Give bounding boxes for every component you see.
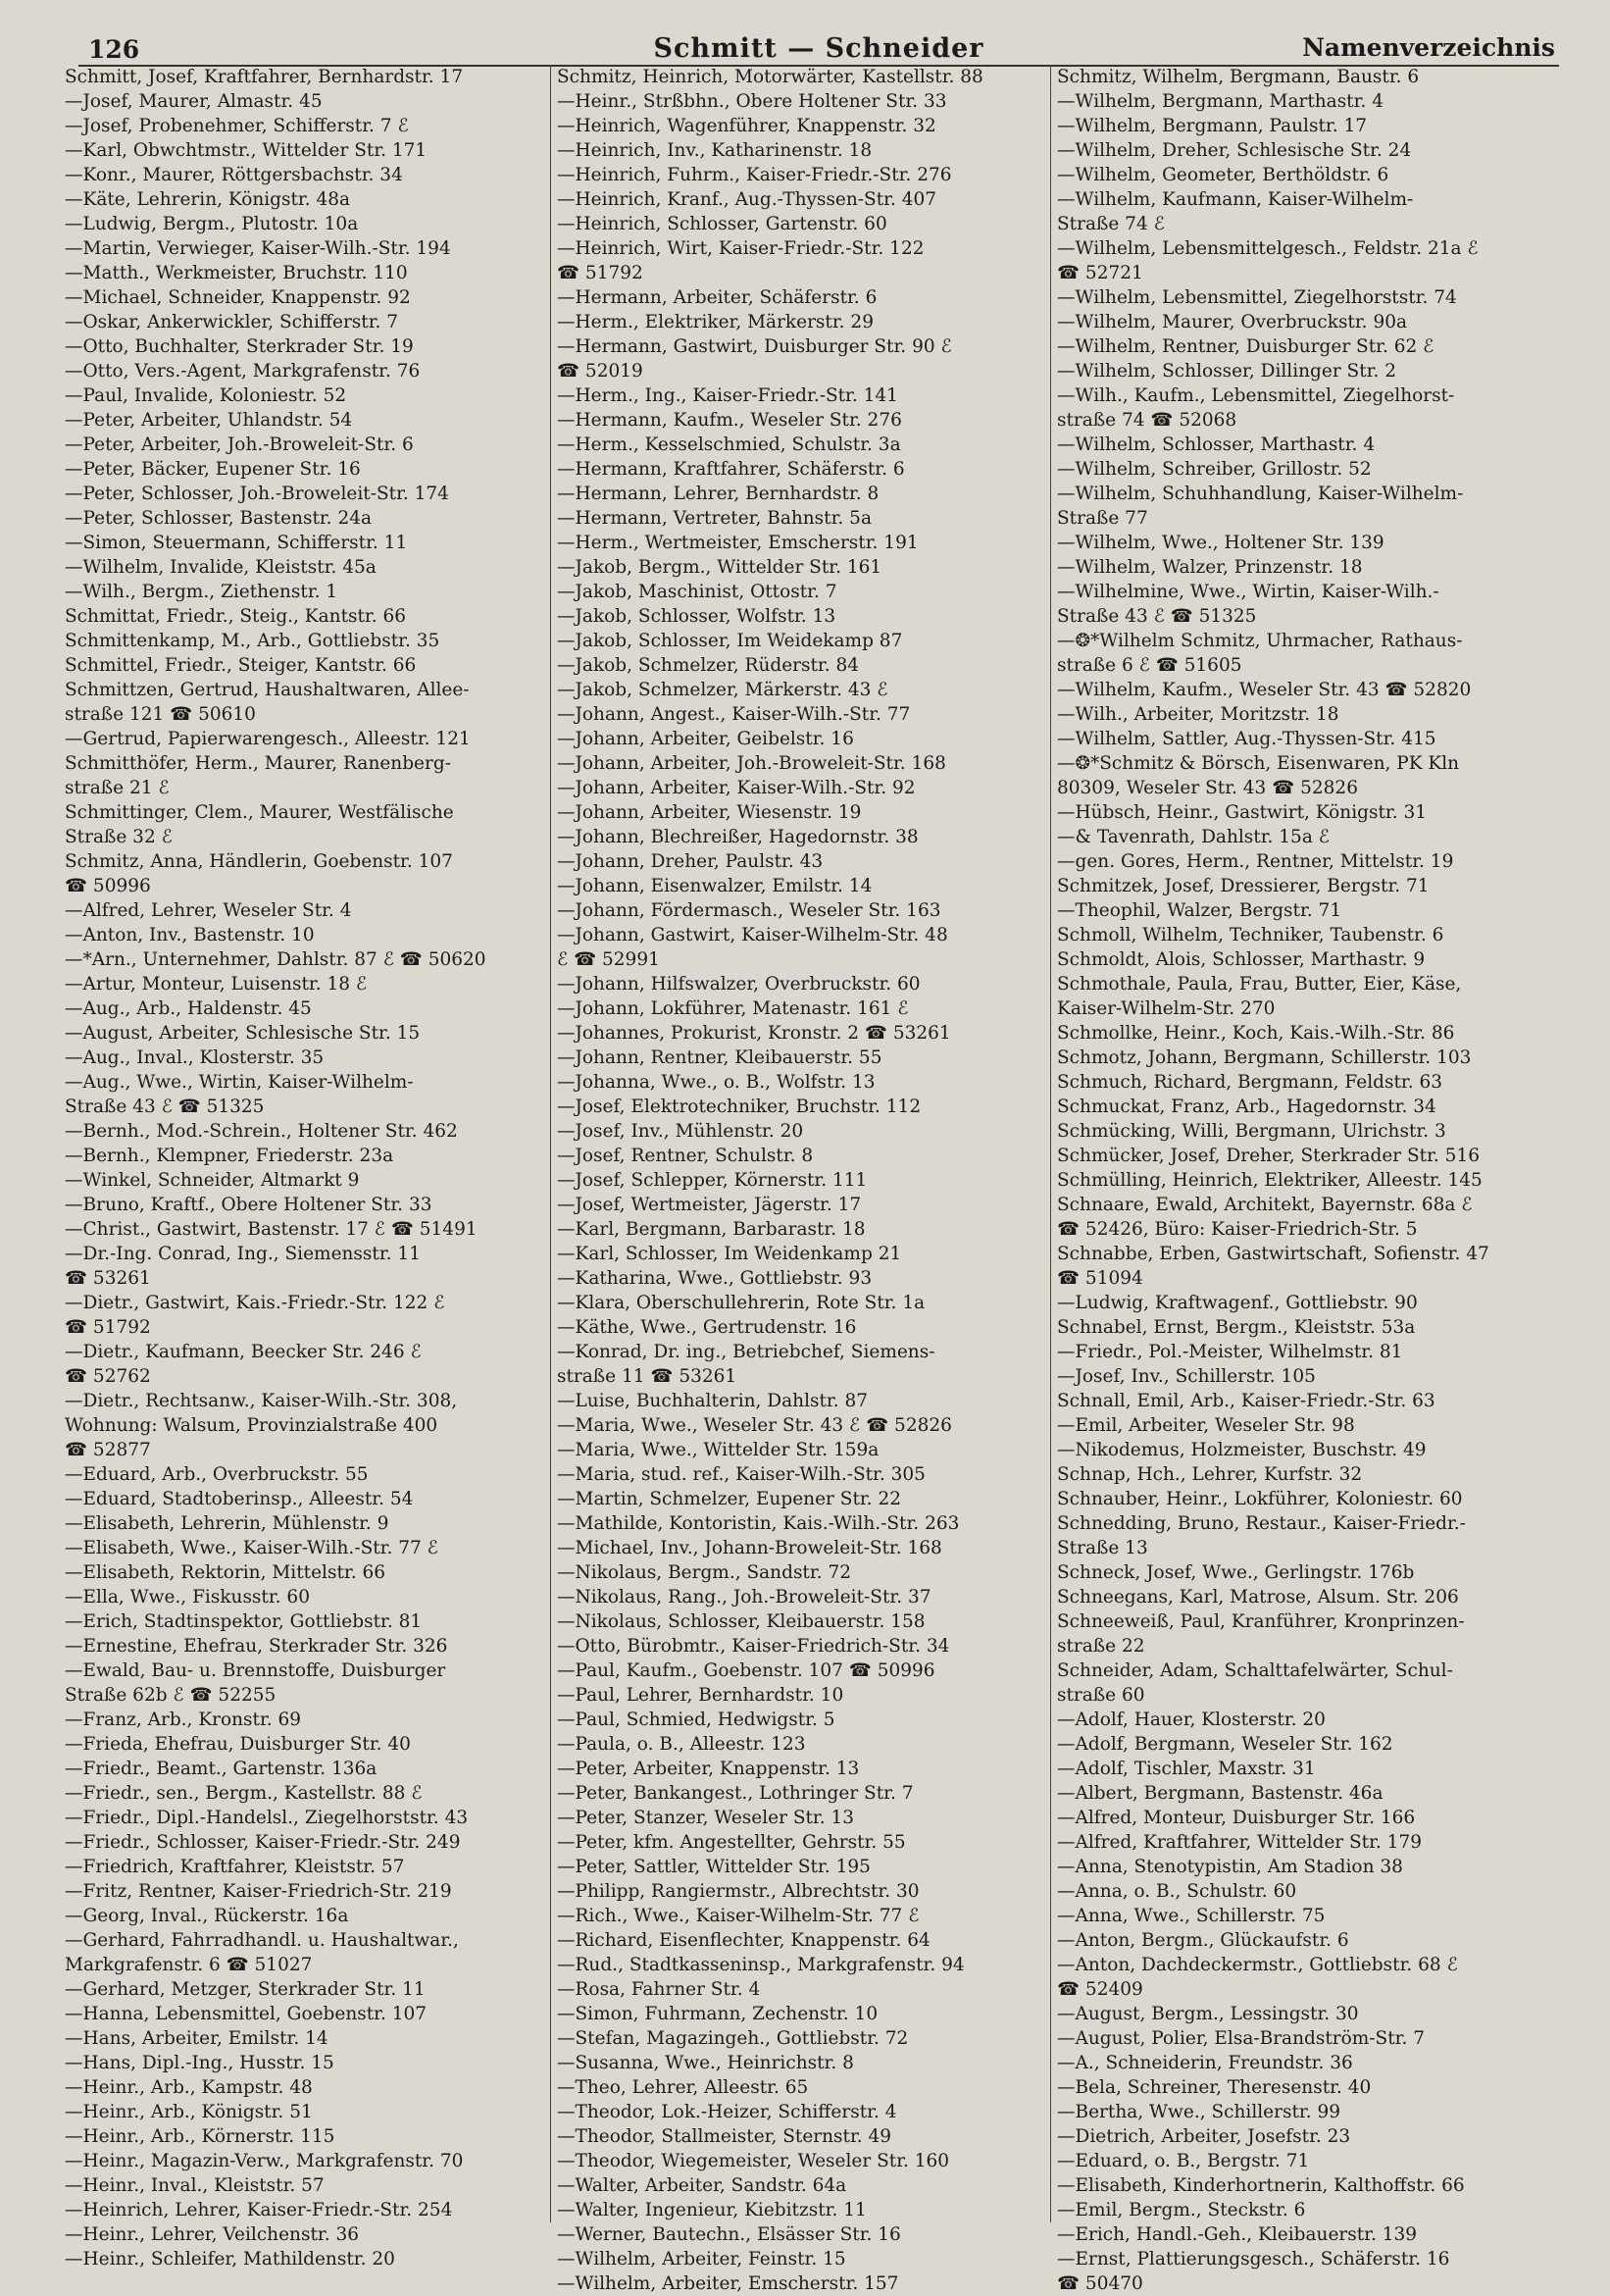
directory-entry: —Alfred, Lehrer, Weseler Str. 4 — [65, 900, 352, 921]
directory-entry: —Peter, kfm. Angestellter, Gehrstr. 55 — [557, 1832, 906, 1853]
directory-entry: —Johann, Fördermasch., Weseler Str. 163 — [557, 900, 941, 921]
directory-entry: —Wilhelm, Schlosser, Dillinger Str. 2 — [1057, 361, 1396, 382]
directory-entry: Kaiser-Wilhelm-Str. 270 — [1057, 998, 1276, 1019]
directory-entry: —Franz, Arb., Kronstr. 69 — [65, 1709, 302, 1730]
directory-entry: —Elisabeth, Rektorin, Mittelstr. 66 — [65, 1562, 385, 1583]
directory-entry: —Rich., Wwe., Kaiser-Wilhelm-Str. 77 ℰ — [557, 1906, 920, 1926]
directory-entry: —Herm., Ing., Kaiser-Friedr.-Str. 141 — [557, 385, 898, 406]
directory-entry: ☎ 52762 — [65, 1366, 151, 1387]
directory-entry: —Bruno, Kraftf., Obere Holtener Str. 33 — [65, 1195, 432, 1215]
directory-entry: Schnap, Hch., Lehrer, Kurfstr. 32 — [1057, 1464, 1363, 1485]
directory-entry: —Aug., Wwe., Wirtin, Kaiser-Wilhelm- — [65, 1072, 414, 1093]
directory-entry: —Katharina, Wwe., Gottliebstr. 93 — [557, 1268, 873, 1289]
directory-entry: —Aug., Arb., Haldenstr. 45 — [65, 998, 312, 1019]
directory-entry: —Heinr., Lehrer, Veilchenstr. 36 — [65, 2224, 360, 2245]
directory-entry: —Heinr., Arb., Kampstr. 48 — [65, 2077, 313, 2098]
directory-entry: —Hermann, Kaufm., Weseler Str. 276 — [557, 410, 902, 431]
directory-entry: —Otto, Vers.-Agent, Markgrafenstr. 76 — [65, 361, 421, 382]
directory-entry: —Winkel, Schneider, Altmarkt 9 — [65, 1170, 360, 1191]
directory-entry: —Theo, Lehrer, Alleestr. 65 — [557, 2077, 809, 2098]
directory-entry: straße 74 ☎ 52068 — [1057, 410, 1237, 431]
directory-entry: —Josef, Schlepper, Körnerstr. 111 — [557, 1170, 868, 1191]
directory-entry: —Otto, Bürobmtr., Kaiser-Friedrich-Str. 34 — [557, 1636, 950, 1657]
directory-entry: —Heinr., Inval., Kleiststr. 57 — [65, 2175, 325, 2196]
directory-entry: —Josef, Inv., Mühlenstr. 20 — [557, 1121, 804, 1142]
directory-entry: —Klara, Oberschullehrerin, Rote Str. 1a — [557, 1293, 926, 1313]
directory-entry: —Friedr., Schlosser, Kaiser-Friedr.-Str. 249 — [65, 1832, 461, 1853]
directory-entry: —Theodor, Lok.-Heizer, Schifferstr. 4 — [557, 2102, 897, 2122]
directory-entry: Schmitt, Josef, Kraftfahrer, Bernhardstr. 17 — [65, 67, 464, 87]
directory-entry: —Josef, Maurer, Almastr. 45 — [65, 91, 323, 112]
directory-entry: straße 11 ☎ 53261 — [557, 1366, 737, 1387]
directory-entry: —Johannes, Prokurist, Kronstr. 2 ☎ 53261 — [557, 1023, 951, 1044]
directory-entry: —Ludwig, Kraftwagenf., Gottliebstr. 90 — [1057, 1293, 1418, 1313]
directory-entry: —Friedr., Pol.-Meister, Wilhelmstr. 81 — [1057, 1342, 1403, 1362]
directory-entry: —Rosa, Fahrner Str. 4 — [557, 1979, 761, 2000]
directory-entry: Schmittenkamp, M., Arb., Gottliebstr. 35 — [65, 631, 440, 651]
directory-entry: —Oskar, Ankerwickler, Schifferstr. 7 — [65, 312, 399, 332]
directory-entry: —Gerhard, Fahrradhandl. u. Haushaltwar., — [65, 1930, 459, 1951]
directory-entry: —Nikodemus, Holzmeister, Buschstr. 49 — [1057, 1440, 1427, 1460]
directory-entry: —August, Bergm., Lessingstr. 30 — [1057, 2004, 1359, 2024]
directory-entry: —Wilhelm, Bergmann, Marthastr. 4 — [1057, 91, 1384, 112]
directory-entry: —Jakob, Maschinist, Ottostr. 7 — [557, 582, 837, 602]
directory-entry: —Gerhard, Metzger, Sterkrader Str. 11 — [65, 1979, 426, 2000]
directory-entry: Schmuckat, Franz, Arb., Hagedornstr. 34 — [1057, 1097, 1436, 1117]
directory-entry: Schneeweiß, Paul, Kranführer, Kronprinzen- — [1057, 1611, 1465, 1632]
directory-entry: —Friedr., Beamt., Gartenstr. 136a — [65, 1759, 377, 1779]
directory-entry: —Wilhelm, Rentner, Duisburger Str. 62 ℰ — [1057, 336, 1434, 357]
directory-entry: Straße 43 ℰ ☎ 51325 — [1057, 606, 1257, 627]
directory-entry: —Peter, Stanzer, Weseler Str. 13 — [557, 1808, 855, 1828]
directory-entry: —Martin, Verwieger, Kaiser-Wilh.-Str. 194 — [65, 238, 451, 259]
directory-entry: —gen. Gores, Herm., Rentner, Mittelstr. 19 — [1057, 851, 1454, 872]
directory-column-3 — [1053, 65, 1563, 2294]
directory-entry: Schmitz, Wilhelm, Bergmann, Baustr. 6 — [1057, 67, 1420, 87]
directory-entry: —Hans, Arbeiter, Emilstr. 14 — [65, 2028, 328, 2049]
directory-entry: —Stefan, Magazingeh., Gottliebstr. 72 — [557, 2028, 909, 2049]
directory-entry: —Jakob, Schlosser, Wolfstr. 13 — [557, 606, 836, 627]
directory-entry: —Josef, Rentner, Schulstr. 8 — [557, 1146, 814, 1166]
directory-entry: —Peter, Schlosser, Joh.-Broweleit-Str. 174 — [65, 484, 449, 504]
directory-entry: —Johann, Angest., Kaiser-Wilh.-Str. 77 — [557, 704, 911, 725]
directory-entry: —Dietr., Gastwirt, Kais.-Friedr.-Str. 122 ℰ — [65, 1293, 445, 1313]
section-label: Namenverzeichnis — [1302, 33, 1555, 62]
directory-entry: —Georg, Inval., Rückerstr. 16a — [65, 1906, 349, 1926]
directory-entry: —Erich, Stadtinspektor, Gottliebstr. 81 — [65, 1611, 423, 1632]
directory-entry: —Elisabeth, Lehrerin, Mühlenstr. 9 — [65, 1513, 389, 1534]
directory-entry: —Simon, Fuhrmann, Zechenstr. 10 — [557, 2004, 879, 2024]
directory-entry: —Josef, Elektrotechniker, Bruchstr. 112 — [557, 1097, 922, 1117]
directory-entry: —Hermann, Kraftfahrer, Schäferstr. 6 — [557, 459, 905, 480]
directory-entry: —Fritz, Rentner, Kaiser-Friedrich-Str. 219 — [65, 1881, 452, 1902]
directory-entry: ☎ 52409 — [1057, 1979, 1143, 2000]
directory-entry: —Heinrich, Lehrer, Kaiser-Friedr.-Str. 254 — [65, 2200, 453, 2220]
directory-entry: —Konr., Maurer, Röttgersbachstr. 34 — [65, 165, 403, 185]
directory-entry: —Friedr., Dipl.-Handelsl., Ziegelhorststr. 43 — [65, 1808, 469, 1828]
directory-entry: —Peter, Bäcker, Eupener Str. 16 — [65, 459, 361, 480]
directory-entry: —Eduard, Stadtoberinsp., Alleestr. 54 — [65, 1489, 414, 1509]
directory-entry: Straße 74 ℰ — [1057, 214, 1165, 234]
directory-entry: —Susanna, Wwe., Heinrichstr. 8 — [557, 2053, 854, 2073]
directory-entry: —Konrad, Dr. ing., Betriebchef, Siemens- — [557, 1342, 935, 1362]
directory-entry: —Emil, Arbeiter, Weseler Str. 98 — [1057, 1415, 1355, 1436]
directory-entry: —Jakob, Schlosser, Im Weidekamp 87 — [557, 631, 903, 651]
directory-entry: —Johann, Hilfswalzer, Overbruckstr. 60 — [557, 974, 921, 995]
directory-entry: —Paul, Invalide, Koloniestr. 52 — [65, 385, 347, 406]
directory-column-2 — [553, 65, 1051, 2294]
directory-entry: Schmittel, Friedr., Steiger, Kantstr. 66 — [65, 655, 417, 676]
directory-entry: ☎ 51792 — [65, 1317, 151, 1338]
directory-entry: Schnaare, Ewald, Architekt, Bayernstr. 68a ℰ — [1057, 1195, 1473, 1215]
directory-entry: ☎ 51792 — [557, 263, 643, 283]
directory-entry: Straße 32 ℰ — [65, 827, 173, 847]
directory-entry: —Wilhelm, Wwe., Holtener Str. 139 — [1057, 533, 1384, 553]
directory-entry: Markgrafenstr. 6 ☎ 51027 — [65, 1955, 313, 1975]
directory-entry: —Paula, o. B., Alleestr. 123 — [557, 1734, 806, 1755]
directory-entry: —Wilhelm, Invalide, Kleiststr. 45a — [65, 557, 377, 578]
directory-entry: Schnauber, Heinr., Lokführer, Koloniestr. 60 — [1057, 1489, 1463, 1509]
directory-entry: —Bernh., Mod.-Schrein., Holtener Str. 462 — [65, 1121, 458, 1142]
directory-entry: —Josef, Wertmeister, Jägerstr. 17 — [557, 1195, 862, 1215]
directory-entry: —Martin, Schmelzer, Eupener Str. 22 — [557, 1489, 901, 1509]
directory-entry: —Werner, Bautechn., Elsässer Str. 16 — [557, 2224, 901, 2245]
directory-entry: —Paul, Schmied, Hedwigstr. 5 — [557, 1709, 835, 1730]
directory-entry: —Karl, Bergmann, Barbarastr. 18 — [557, 1219, 866, 1240]
directory-entry: —Johann, Arbeiter, Kaiser-Wilh.-Str. 92 — [557, 778, 916, 798]
directory-entry: —Heinrich, Kranf., Aug.-Thyssen-Str. 407 — [557, 189, 937, 210]
directory-entry: —Heinrich, Schlosser, Gartenstr. 60 — [557, 214, 887, 234]
directory-entry: —Adolf, Tischler, Maxstr. 31 — [1057, 1759, 1316, 1779]
directory-entry: —Hanna, Lebensmittel, Goebenstr. 107 — [65, 2004, 428, 2024]
directory-entry: —Wilhelm, Sattler, Aug.-Thyssen-Str. 415 — [1057, 729, 1436, 749]
directory-entry: —Michael, Inv., Johann-Broweleit-Str. 168 — [557, 1538, 942, 1558]
directory-entry: —Wilhelm, Lebensmittelgesch., Feldstr. 21a ℰ — [1057, 238, 1479, 259]
directory-entry: —Heinrich, Inv., Katharinenstr. 18 — [557, 140, 873, 161]
directory-entry: Wohnung: Walsum, Provinzialstraße 400 — [65, 1415, 438, 1436]
directory-entry: Straße 62b ℰ ☎ 52255 — [65, 1685, 277, 1706]
directory-entry: —Heinrich, Wirt, Kaiser-Friedr.-Str. 122 — [557, 238, 925, 259]
directory-entry: —*Arn., Unternehmer, Dahlstr. 87 ℰ ☎ 50620 — [65, 949, 486, 970]
directory-entry: —Richard, Eisenflechter, Knappenstr. 64 — [557, 1930, 931, 1951]
directory-entry: —Jakob, Schmelzer, Märkerstr. 43 ℰ — [557, 680, 888, 700]
directory-entry: Schmotz, Johann, Bergmann, Schillerstr. 103 — [1057, 1047, 1472, 1068]
directory-entry: —Käte, Lehrerin, Königstr. 48a — [65, 189, 351, 210]
directory-entry: —Anna, Wwe., Schillerstr. 75 — [1057, 1906, 1326, 1926]
directory-entry: —❂*Wilhelm Schmitz, Uhrmacher, Rathaus- — [1057, 631, 1463, 651]
directory-entry: —Jakob, Bergm., Wittelder Str. 161 — [557, 557, 882, 578]
directory-entry: —Bela, Schreiner, Theresenstr. 40 — [1057, 2077, 1372, 2098]
directory-entry: —Dietr., Rechtsanw., Kaiser-Wilh.-Str. 308, — [65, 1391, 458, 1411]
directory-entry: —Heinrich, Fuhrm., Kaiser-Friedr.-Str. 276 — [557, 165, 952, 185]
directory-entry: Schmollke, Heinr., Koch, Kais.-Wilh.-Str. 86 — [1057, 1023, 1455, 1044]
directory-entry: —Heinrich, Wagenführer, Knappenstr. 32 — [557, 116, 936, 136]
directory-entry: straße 121 ☎ 50610 — [65, 704, 256, 725]
directory-entry: —Wilh., Arbeiter, Moritzstr. 18 — [1057, 704, 1339, 725]
directory-entry: —Matth., Werkmeister, Bruchstr. 110 — [65, 263, 408, 283]
directory-entry: —Anna, o. B., Schulstr. 60 — [1057, 1881, 1297, 1902]
directory-entry: —Ernst, Plattierungsgesch., Schäferstr. 16 — [1057, 2249, 1450, 2270]
directory-entry: Schmülling, Heinrich, Elektriker, Alleestr. 145 — [1057, 1170, 1483, 1191]
directory-entry: —Frieda, Ehefrau, Duisburger Str. 40 — [65, 1734, 411, 1755]
directory-entry: straße 22 — [1057, 1636, 1145, 1657]
directory-entry: —Maria, Wwe., Weseler Str. 43 ℰ ☎ 52826 — [557, 1415, 952, 1436]
directory-entry: —Herm., Elektriker, Märkerstr. 29 — [557, 312, 874, 332]
directory-entry: —Käthe, Wwe., Gertrudenstr. 16 — [557, 1317, 857, 1338]
directory-entry: —Anton, Inv., Bastenstr. 10 — [65, 925, 315, 945]
directory-entry: —Peter, Arbeiter, Knappenstr. 13 — [557, 1759, 860, 1779]
directory-entry: —Rud., Stadtkasseninsp., Markgrafenstr. 94 — [557, 1955, 965, 1975]
directory-entry: —Peter, Sattler, Wittelder Str. 195 — [557, 1857, 871, 1877]
directory-entry: Schmitz, Heinrich, Motorwärter, Kastellstr. 88 — [557, 67, 983, 87]
directory-entry: —Johann, Gastwirt, Kaiser-Wilhelm-Str. 48 — [557, 925, 948, 945]
directory-entry: —Josef, Probenehmer, Schifferstr. 7 ℰ — [65, 116, 409, 136]
directory-entry: —Wilhelm, Maurer, Overbruckstr. 90a — [1057, 312, 1408, 332]
directory-entry: Schmücking, Willi, Bergmann, Ulrichstr. 3 — [1057, 1121, 1446, 1142]
directory-entry: —Bernh., Klempner, Friederstr. 23a — [65, 1146, 394, 1166]
directory-entry: Schneck, Josef, Wwe., Gerlingstr. 176b — [1057, 1562, 1415, 1583]
directory-entry: —Dietrich, Arbeiter, Josefstr. 23 — [1057, 2126, 1351, 2147]
directory-entry: ☎ 51094 — [1057, 1268, 1143, 1289]
directory-entry: Schmücker, Josef, Dreher, Sterkrader Str. 516 — [1057, 1146, 1480, 1166]
directory-entry: —Dr.-Ing. Conrad, Ing., Siemensstr. 11 — [65, 1244, 421, 1264]
directory-entry: Schneider, Adam, Schalttafelwärter, Schul- — [1057, 1660, 1453, 1681]
directory-entry: straße 21 ℰ — [65, 778, 170, 798]
directory-entry: —Heinr., Schleifer, Mathildenstr. 20 — [65, 2249, 395, 2270]
directory-entry: —Adolf, Hauer, Klosterstr. 20 — [1057, 1709, 1326, 1730]
page-title: Schmitt — Schneider — [653, 33, 984, 64]
directory-entry: —Wilhelm, Bergmann, Paulstr. 17 — [1057, 116, 1368, 136]
directory-entry: —Wilhelm, Kaufm., Weseler Str. 43 ☎ 52820 — [1057, 680, 1472, 700]
directory-entry: —Nikolaus, Schlosser, Kleibauerstr. 158 — [557, 1611, 926, 1632]
directory-entry: Schmitzek, Josef, Dressierer, Bergstr. 71 — [1057, 876, 1430, 896]
directory-entry: Schmoll, Wilhelm, Techniker, Taubenstr. 6 — [1057, 925, 1444, 945]
directory-entry: straße 6 ℰ ☎ 51605 — [1057, 655, 1242, 676]
directory-entry: —Herm., Kesselschmied, Schulstr. 3a — [557, 434, 901, 455]
directory-entry: —Hübsch, Heinr., Gastwirt, Königstr. 31 — [1057, 802, 1427, 823]
directory-entry: —Maria, stud. ref., Kaiser-Wilh.-Str. 305 — [557, 1464, 926, 1485]
directory-entry: —Theophil, Walzer, Bergstr. 71 — [1057, 900, 1342, 921]
directory-entry: —Luise, Buchhalterin, Dahlstr. 87 — [557, 1391, 869, 1411]
directory-entry: —Wilhelm, Arbeiter, Feinstr. 15 — [557, 2249, 846, 2270]
directory-column-1 — [61, 65, 551, 2270]
directory-entry: —Wilhelm, Geometer, Berthöldstr. 6 — [1057, 165, 1389, 185]
directory-entry: Schmothale, Paula, Frau, Butter, Eier, Käse, — [1057, 974, 1462, 995]
directory-entry: —Theodor, Stallmeister, Sternstr. 49 — [557, 2126, 892, 2147]
directory-entry: —Nikolaus, Rang., Joh.-Broweleit-Str. 37 — [557, 1587, 931, 1607]
directory-entry: —❂*Schmitz & Börsch, Eisenwaren, PK Kln — [1057, 753, 1460, 774]
directory-entry: ☎ 53261 — [65, 1268, 151, 1289]
directory-entry: —Philipp, Rangiermstr., Albrechtstr. 30 — [557, 1881, 920, 1902]
directory-entry: —Wilhelm, Schlosser, Marthastr. 4 — [1057, 434, 1376, 455]
directory-entry: —Heinr., Magazin-Verw., Markgrafenstr. 70 — [65, 2151, 464, 2171]
directory-entry: —Dietr., Kaufmann, Beecker Str. 246 ℰ — [65, 1342, 422, 1362]
directory-entry: —Emil, Bergm., Steckstr. 6 — [1057, 2200, 1306, 2220]
directory-entry: —Alfred, Kraftfahrer, Wittelder Str. 179 — [1057, 1832, 1422, 1853]
directory-entry: —August, Polier, Elsa-Brandström-Str. 7 — [1057, 2028, 1425, 2049]
directory-entry: —Aug., Inval., Klosterstr. 35 — [65, 1047, 325, 1068]
directory-entry: —Elisabeth, Kinderhortnerin, Kalthoffstr. 66 — [1057, 2175, 1465, 2196]
directory-entry: Schmitz, Anna, Händlerin, Goebenstr. 107 — [65, 851, 453, 872]
directory-entry: —Ewald, Bau- u. Brennstoffe, Duisburger — [65, 1660, 446, 1681]
directory-entry: —Anton, Bergm., Glückaufstr. 6 — [1057, 1930, 1349, 1951]
directory-entry: ☎ 52426, Büro: Kaiser-Friedrich-Str. 5 — [1057, 1219, 1418, 1240]
directory-entry: —Wilhelm, Lebensmittel, Ziegelhorststr. 74 — [1057, 287, 1457, 308]
directory-entry: —Jakob, Schmelzer, Rüderstr. 84 — [557, 655, 860, 676]
directory-entry: —Wilhelm, Dreher, Schlesische Str. 24 — [1057, 140, 1412, 161]
directory-entry: —Elisabeth, Wwe., Kaiser-Wilh.-Str. 77 ℰ — [65, 1538, 438, 1558]
directory-entry: Schmittinger, Clem., Maurer, Westfälische — [65, 802, 454, 823]
directory-entry: Schnall, Emil, Arb., Kaiser-Friedr.-Str. 63 — [1057, 1391, 1435, 1411]
directory-entry: —Hermann, Vertreter, Bahnstr. 5a — [557, 508, 872, 529]
directory-entry: —Michael, Schneider, Knappenstr. 92 — [65, 287, 411, 308]
directory-entry: —Anton, Dachdeckermstr., Gottliebstr. 68 ℰ — [1057, 1955, 1458, 1975]
directory-entry: —Wilh., Bergm., Ziethenstr. 1 — [65, 582, 338, 602]
directory-entry: —Wilhelmine, Wwe., Wirtin, Kaiser-Wilh.- — [1057, 582, 1439, 602]
directory-entry: —Christ., Gastwirt, Bastenstr. 17 ℰ ☎ 51491 — [65, 1219, 478, 1240]
directory-entry: Schnedding, Bruno, Restaur., Kaiser-Friedr.- — [1057, 1513, 1466, 1534]
directory-entry: 80309, Weseler Str. 43 ☎ 52826 — [1057, 778, 1358, 798]
directory-entry: —Hermann, Gastwirt, Duisburger Str. 90 ℰ — [557, 336, 952, 357]
directory-entry: —Heinr., Arb., Körnerstr. 115 — [65, 2126, 335, 2147]
directory-entry: —Johann, Arbeiter, Joh.-Broweleit-Str. 168 — [557, 753, 946, 774]
directory-entry: —Alfred, Monteur, Duisburger Str. 166 — [1057, 1808, 1416, 1828]
directory-entry: —Walter, Ingenieur, Kiebitzstr. 11 — [557, 2200, 867, 2220]
directory-entry: —Walter, Arbeiter, Sandstr. 64a — [557, 2175, 847, 2196]
directory-entry: —Simon, Steuermann, Schifferstr. 11 — [65, 533, 408, 553]
directory-entry: —Wilh., Kaufm., Lebensmittel, Ziegelhorst- — [1057, 385, 1455, 406]
directory-entry: —Peter, Bankangest., Lothringer Str. 7 — [557, 1783, 914, 1804]
directory-entry: ☎ 52019 — [557, 361, 643, 382]
directory-entry: —Herm., Wertmeister, Emscherstr. 191 — [557, 533, 919, 553]
directory-entry: ☎ 50470 — [1057, 2273, 1143, 2294]
directory-entry: —A., Schneiderin, Freundstr. 36 — [1057, 2053, 1353, 2073]
directory-entry: —Otto, Buchhalter, Sterkrader Str. 19 — [65, 336, 414, 357]
directory-entry: —Wilhelm, Schreiber, Grillostr. 52 — [1057, 459, 1372, 480]
directory-entry: —Mathilde, Kontoristin, Kais.-Wilh.-Str. 263 — [557, 1513, 960, 1534]
directory-entry: —Johann, Dreher, Paulstr. 43 — [557, 851, 824, 872]
directory-entry: ☎ 50996 — [65, 876, 151, 896]
directory-entry: —Theodor, Wiegemeister, Weseler Str. 160 — [557, 2151, 950, 2171]
page-number: 126 — [88, 35, 140, 64]
directory-entry: —Paul, Lehrer, Bernhardstr. 10 — [557, 1685, 844, 1706]
directory-entry: —August, Arbeiter, Schlesische Str. 15 — [65, 1023, 421, 1044]
directory-entry: —Wilhelm, Kaufmann, Kaiser-Wilhelm- — [1057, 189, 1414, 210]
directory-entry: —Erich, Handl.-Geh., Kleibauerstr. 139 — [1057, 2224, 1418, 2245]
directory-entry: —& Tavenrath, Dahlstr. 15a ℰ — [1057, 827, 1330, 847]
directory-entry: Straße 43 ℰ ☎ 51325 — [65, 1097, 265, 1117]
directory-entry: —Ludwig, Bergm., Plutostr. 10a — [65, 214, 359, 234]
directory-entry: —Wilhelm, Arbeiter, Emscherstr. 157 — [557, 2273, 899, 2294]
directory-entry: —Peter, Schlosser, Bastenstr. 24a — [65, 508, 373, 529]
directory-entry: —Wilhelm, Walzer, Prinzenstr. 18 — [1057, 557, 1363, 578]
directory-entry: —Johann, Blechreißer, Hagedornstr. 38 — [557, 827, 919, 847]
directory-entry: —Ella, Wwe., Fiskusstr. 60 — [65, 1587, 310, 1607]
directory-entry: —Hermann, Lehrer, Bernhardstr. 8 — [557, 484, 880, 504]
directory-entry: —Hermann, Arbeiter, Schäferstr. 6 — [557, 287, 878, 308]
directory-entry: Straße 13 — [1057, 1538, 1148, 1558]
directory-entry: —Albert, Bergmann, Bastenstr. 46a — [1057, 1783, 1384, 1804]
directory-entry: ☎ 52721 — [1057, 263, 1143, 283]
directory-entry: —Peter, Arbeiter, Joh.-Broweleit-Str. 6 — [65, 434, 414, 455]
directory-entry: —Karl, Schlosser, Im Weidenkamp 21 — [557, 1244, 902, 1264]
directory-entry: —Peter, Arbeiter, Uhlandstr. 54 — [65, 410, 353, 431]
directory-entry: —Heinr., Arb., Königstr. 51 — [65, 2102, 313, 2122]
directory-entry: —Johanna, Wwe., o. B., Wolfstr. 13 — [557, 1072, 876, 1093]
directory-entry: —Friedrich, Kraftfahrer, Kleiststr. 57 — [65, 1857, 405, 1877]
directory-entry: —Wilhelm, Schuhhandlung, Kaiser-Wilhelm- — [1057, 484, 1464, 504]
directory-entry: ☎ 52877 — [65, 1440, 151, 1460]
directory-entry: Schmittzen, Gertrud, Haushaltwaren, Allee- — [65, 680, 470, 700]
directory-entry: ℰ ☎ 52991 — [557, 949, 660, 970]
directory-entry: —Johann, Arbeiter, Wiesenstr. 19 — [557, 802, 862, 823]
directory-entry: —Heinr., Strßbhn., Obere Holtener Str. 33 — [557, 91, 947, 112]
directory-entry: Schmittat, Friedr., Steig., Kantstr. 66 — [65, 606, 407, 627]
directory-entry: Straße 77 — [1057, 508, 1148, 529]
directory-entry: Schmuch, Richard, Bergmann, Feldstr. 63 — [1057, 1072, 1443, 1093]
directory-entry: —Johann, Lokführer, Matenastr. 161 ℰ — [557, 998, 909, 1019]
directory-entry: —Maria, Wwe., Wittelder Str. 159a — [557, 1440, 880, 1460]
directory-entry: —Artur, Monteur, Luisenstr. 18 ℰ — [65, 974, 368, 995]
directory-entry: —Hans, Dipl.-Ing., Husstr. 15 — [65, 2053, 334, 2073]
directory-entry: —Josef, Inv., Schillerstr. 105 — [1057, 1366, 1316, 1387]
directory-entry: —Nikolaus, Bergm., Sandstr. 72 — [557, 1562, 851, 1583]
directory-entry: straße 60 — [1057, 1685, 1145, 1706]
directory-entry: —Anna, Stenotypistin, Am Stadion 38 — [1057, 1857, 1403, 1877]
directory-entry: —Karl, Obwchtmstr., Wittelder Str. 171 — [65, 140, 428, 161]
directory-entry: Schnabel, Ernst, Bergm., Kleiststr. 53a — [1057, 1317, 1416, 1338]
directory-entry: —Friedr., sen., Bergm., Kastellstr. 88 ℰ — [65, 1783, 423, 1804]
directory-entry: Schmoldt, Alois, Schlosser, Marthastr. 9 — [1057, 949, 1426, 970]
directory-entry: —Gertrud, Papierwarengesch., Alleestr. 121 — [65, 729, 471, 749]
directory-entry: Schmitthöfer, Herm., Maurer, Ranenberg- — [65, 753, 451, 774]
directory-entry: —Ernestine, Ehefrau, Sterkrader Str. 326 — [65, 1636, 448, 1657]
directory-entry: —Bertha, Wwe., Schillerstr. 99 — [1057, 2102, 1340, 2122]
page-header — [78, 26, 1559, 67]
directory-entry: —Paul, Kaufm., Goebenstr. 107 ☎ 50996 — [557, 1660, 935, 1681]
directory-entry: Schneegans, Karl, Matrose, Alsum. Str. 206 — [1057, 1587, 1459, 1607]
directory-entry: —Adolf, Bergmann, Weseler Str. 162 — [1057, 1734, 1393, 1755]
directory-entry: Schnabbe, Erben, Gastwirtschaft, Sofienstr. 47 — [1057, 1244, 1489, 1264]
directory-entry: —Eduard, Arb., Overbruckstr. 55 — [65, 1464, 369, 1485]
directory-entry: —Johann, Rentner, Kleibauerstr. 55 — [557, 1047, 882, 1068]
directory-entry: —Eduard, o. B., Bergstr. 71 — [1057, 2151, 1310, 2171]
directory-entry: —Johann, Eisenwalzer, Emilstr. 14 — [557, 876, 873, 896]
directory-entry: —Johann, Arbeiter, Geibelstr. 16 — [557, 729, 854, 749]
